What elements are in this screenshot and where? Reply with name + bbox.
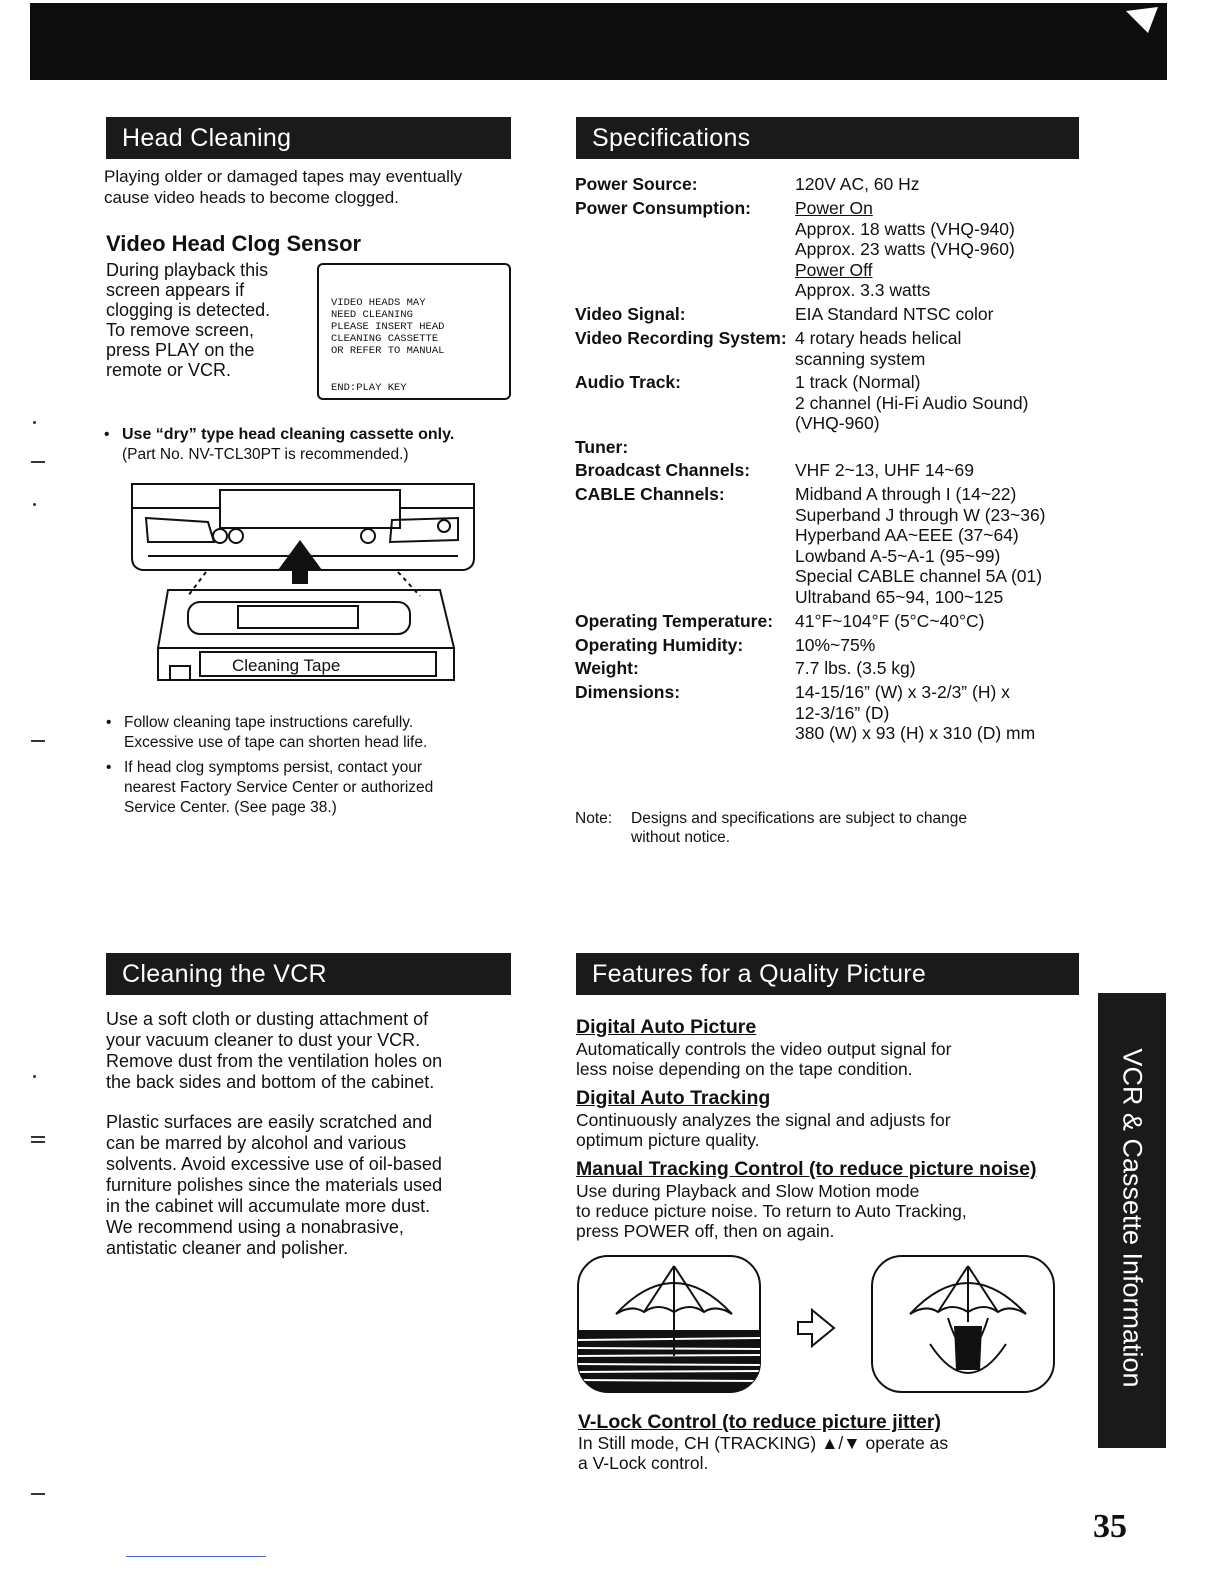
v-lock-text: In Still mode, CH (TRACKING) ▲/▼ operate as a V-Lock control. — [578, 1433, 949, 1473]
features-header: Features for a Quality Picture — [576, 953, 1079, 995]
margin-mark — [33, 421, 36, 424]
bottom-rule — [126, 1556, 266, 1557]
cleaning-vcr-paragraph-2: Plastic surfaces are easily scratched and can be marred by alcohol and various solvents. Avoid excessive use of oil-based furniture polishes since the materials used in the cabinet will accumulate more dust. We recommend using a nonabrasive, antistatic cleaner and polisher. — [106, 1112, 443, 1258]
cleaning-tape-label: Cleaning Tape — [232, 656, 341, 675]
screen-message: VIDEO HEADS MAY NEED CLEANING PLEASE INSERT HEAD CLEANING CASSETTE OR REFER TO MANUAL — [331, 297, 445, 357]
digital-auto-picture-title: Digital Auto Picture — [576, 1016, 757, 1038]
specifications-header: Specifications — [576, 117, 1079, 159]
manual-tracking-text: Use during Playback and Slow Motion mode to reduce picture noise. To return to Auto Tracking, press POWER off, then on again. — [576, 1181, 967, 1241]
digital-auto-picture-text: Automatically controls the video output signal for less noise depending on the tape condition. — [576, 1039, 952, 1079]
bullet-follow-instructions: • Follow cleaning tape instructions carefully. Excessive use of tape can shorten head life. — [106, 714, 428, 751]
margin-mark — [33, 503, 36, 506]
margin-mark — [31, 740, 45, 742]
margin-mark — [31, 1493, 45, 1495]
cleaning-vcr-paragraph-1: Use a soft cloth or dusting attachment of your vacuum cleaner to dust your VCR. Remove dust from the ventilation holes on the back sides and bottom of the cabinet. — [106, 1009, 443, 1092]
picture-noise-illustration — [576, 1252, 1060, 1397]
v-lock-title: V-Lock Control (to reduce picture jitter) — [578, 1411, 941, 1433]
side-tab-label: VCR & Cassette Information — [1117, 1048, 1148, 1388]
bullet-clog-symptoms: • If head clog symptoms persist, contact your nearest Factory Service Center or authorized Service Center. (See page 38.) — [106, 759, 434, 816]
screen-end-key: END:PLAY KEY — [331, 382, 407, 394]
manual-tracking-title: Manual Tracking Control (to reduce picture noise) — [576, 1158, 1037, 1180]
top-banner — [30, 3, 1167, 80]
margin-mark — [31, 1136, 45, 1138]
page-number: 35 — [1093, 1508, 1127, 1545]
clog-warning-screen — [317, 263, 511, 400]
digital-auto-tracking-text: Continuously analyzes the signal and adjusts for optimum picture quality. — [576, 1110, 951, 1150]
margin-mark — [31, 1141, 45, 1143]
bullet-dry-cassette: • Use “dry” type head cleaning cassette only. (Part No. NV-TCL30PT is recommended.) — [104, 426, 455, 463]
cleaning-vcr-header: Cleaning the VCR — [106, 953, 511, 995]
clog-sensor-text: During playback this screen appears if clogging is detected. To remove screen, press PLAY on the remote or VCR. — [106, 260, 271, 380]
margin-mark — [33, 1075, 36, 1078]
corner-mark-icon — [1118, 3, 1168, 37]
margin-mark — [31, 461, 45, 463]
head-cleaning-intro: Playing older or damaged tapes may eventually cause video heads to become clogged. — [104, 167, 463, 207]
clog-sensor-title: Video Head Clog Sensor — [106, 231, 362, 256]
digital-auto-tracking-title: Digital Auto Tracking — [576, 1087, 771, 1109]
head-cleaning-header: Head Cleaning — [106, 117, 511, 159]
